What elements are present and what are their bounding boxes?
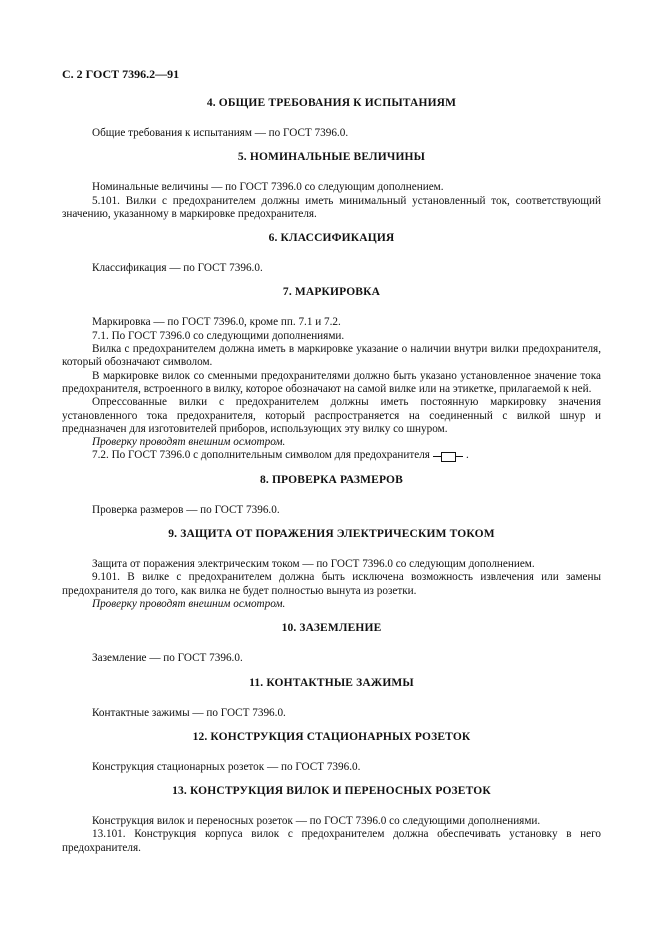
section-13-title: 13. КОНСТРУКЦИЯ ВИЛОК И ПЕРЕНОСНЫХ РОЗЕТОК: [172, 785, 491, 798]
section-9-title: 9. ЗАЩИТА ОТ ПОРАЖЕНИЯ ЭЛЕКТРИЧЕСКИМ ТОКОМ: [168, 528, 495, 541]
document-body: [62, 88, 601, 855]
section-9-paragraph-2: 9.101. В вилке с предохранителем должна быть исключена возможность извлечения или замены предохранителя до того, как вилка не будет полностью вынута из розетки.: [62, 571, 601, 597]
section-8-paragraph: Проверка размеров — по ГОСТ 7396.0.: [92, 503, 280, 516]
section-7-check-note: Проверку проводят внешним осмотром.: [92, 436, 286, 449]
section-10-paragraph: Заземление — по ГОСТ 7396.0.: [92, 652, 243, 665]
section-7-paragraph-5: Опрессованные вилки с предохранителем должны иметь постоянную маркировку значения установленного тока предохранителя, который распространяется на соединенный с вилкой шнур и предназначен для изготовителей приборов, использующих эту вилку со шнуром.: [62, 396, 601, 435]
section-11-title: 11. КОНТАКТНЫЕ ЗАЖИМЫ: [249, 676, 414, 689]
section-7-paragraph-7: [62, 449, 601, 462]
fuse-symbol-icon: [433, 451, 463, 461]
section-6-paragraph: Классификация — по ГОСТ 7396.0.: [92, 262, 263, 275]
section-7-paragraph-2: 7.1. По ГОСТ 7396.0 со следующими дополнениями.: [92, 329, 345, 342]
section-7-title: 7. МАРКИРОВКА: [282, 286, 381, 299]
section-9-paragraph-1: Защита от поражения электрическим током — по ГОСТ 7396.0 со следующим дополнением.: [92, 558, 535, 571]
section-13-paragraph-2: 13.101. Конструкция корпуса вилок с предохранителем должна обеспечивать установку в него предохранителя.: [62, 828, 601, 854]
section-10-title: 10. ЗАЗЕМЛЕНИЕ: [281, 622, 382, 635]
section-5-title: 5. НОМИНАЛЬНЫЕ ВЕЛИЧИНЫ: [237, 151, 426, 164]
section-5-paragraph-2: 5.101. Вилки с предохранителем должны иметь минимальный установленный ток, соответствующий значению, указанному в маркировке предохранителя.: [62, 194, 601, 220]
section-4-title: 4. ОБЩИЕ ТРЕБОВАНИЯ К ИСПЫТАНИЯМ: [206, 97, 457, 109]
section-6-title: 6. КЛАССИФИКАЦИЯ: [268, 232, 395, 245]
section-7-paragraph-4: В маркировке вилок со сменными предохранителями должно быть указано установленное значение тока предохранителя, встроенного в вилку, которое обозначают на самой вилке или на этикетке, прилагаемой к ней.: [62, 369, 601, 395]
section-7-paragraph-3: Вилка с предохранителем должна иметь в маркировке указание о наличии внутри вилки предохранителя, который обозначают символом.: [62, 343, 601, 369]
section-11-paragraph: Контактные зажимы — по ГОСТ 7396.0.: [92, 706, 286, 719]
section-7-paragraph-7-end: .: [465, 449, 469, 462]
section-7-paragraph-7-text: 7.2. По ГОСТ 7396.0 с дополнительным символом для предохранителя: [92, 449, 430, 462]
section-8-title: 8. ПРОВЕРКА РАЗМЕРОВ: [260, 473, 403, 486]
section-4-paragraph: Общие требования к испытаниям — по ГОСТ 7396.0.: [92, 127, 349, 139]
section-12-paragraph: Конструкция стационарных розеток — по ГОСТ 7396.0.: [92, 760, 361, 773]
section-5-paragraph-1: Номинальные величины — по ГОСТ 7396.0 со следующим дополнением.: [92, 181, 444, 194]
section-13-paragraph-1: Конструкция вилок и переносных розеток — по ГОСТ 7396.0 со следующими дополнениями.: [92, 815, 541, 828]
page-header: С. 2 ГОСТ 7396.2—91: [62, 67, 180, 81]
section-12-title: 12. КОНСТРУКЦИЯ СТАЦИОНАРНЫХ РОЗЕТОК: [192, 730, 471, 743]
section-9-check-note: Проверку проводят внешним осмотром.: [92, 597, 286, 610]
section-7-paragraph-1: Маркировка — по ГОСТ 7396.0, кроме пп. 7.1 и 7.2.: [92, 316, 341, 329]
